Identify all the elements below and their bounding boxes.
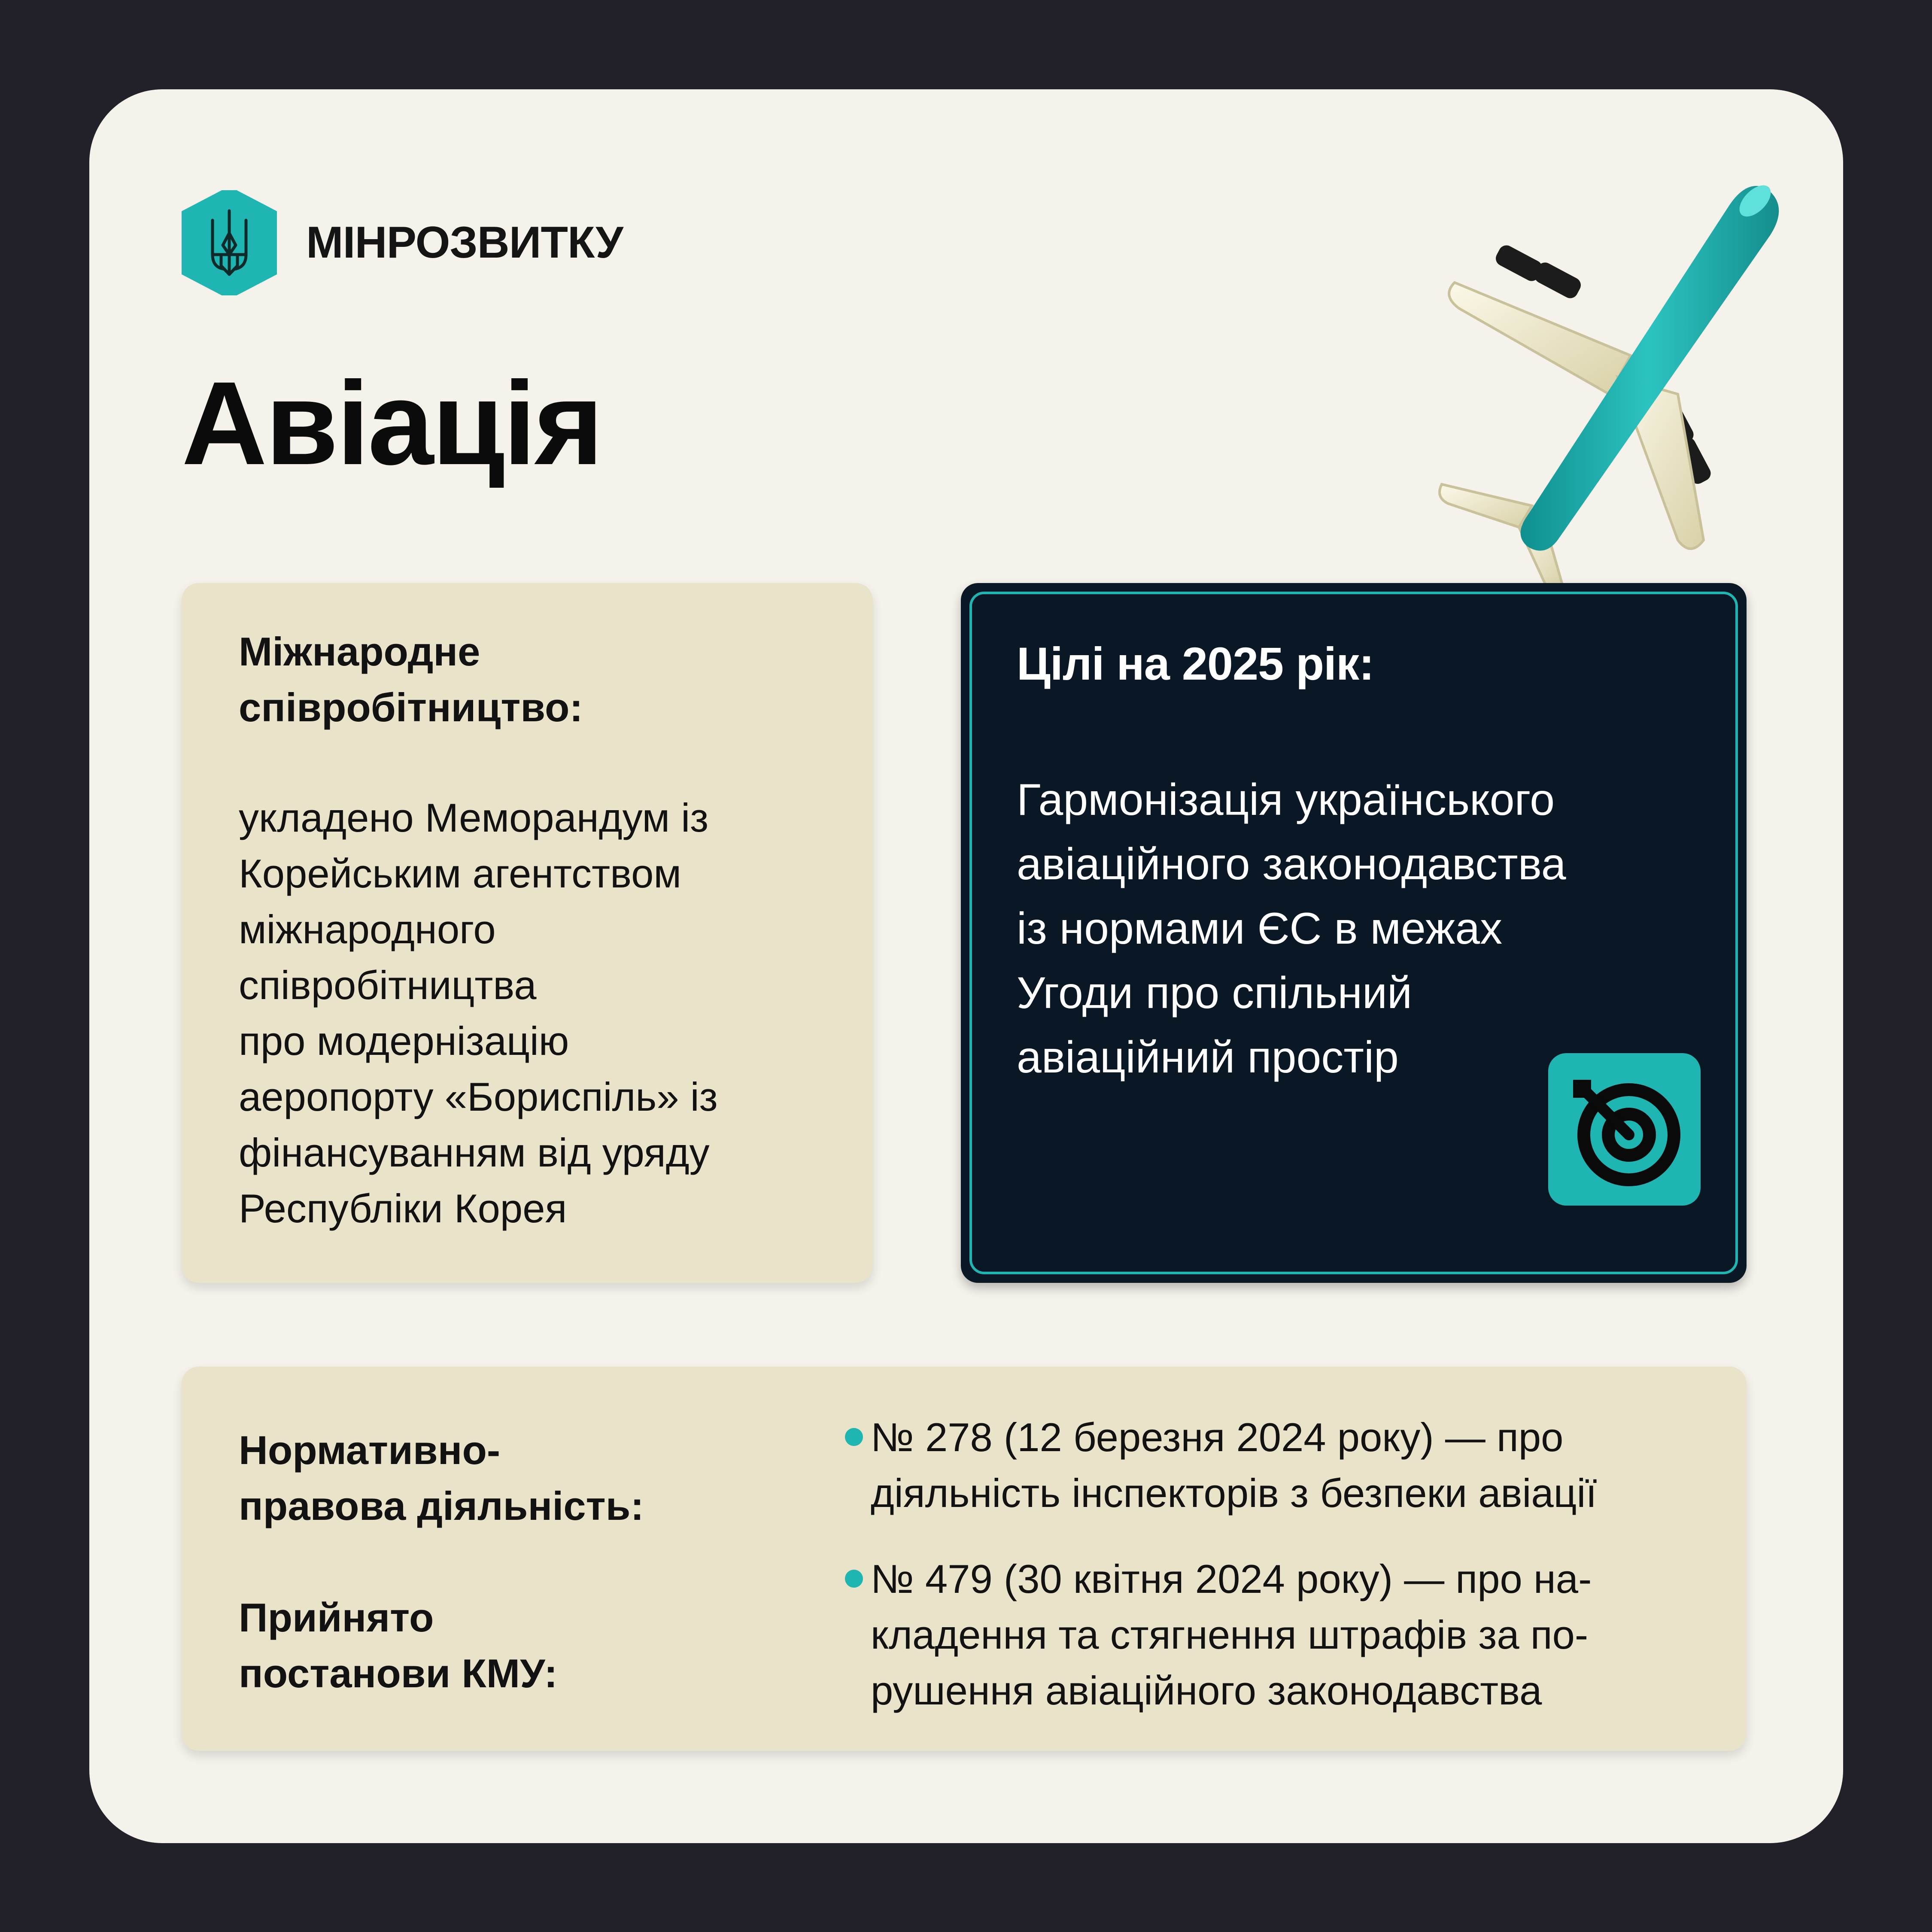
ministry-name: МІНРОЗВИТКУ: [306, 218, 623, 267]
heading-line: правова діяльність:: [239, 1483, 644, 1528]
item-line: діяльність інспекторів з безпеки авіації: [871, 1470, 1597, 1516]
content-card: [89, 89, 1843, 1843]
list-item: [845, 1410, 1725, 1521]
goals-body: [1017, 768, 1721, 1090]
body-line: про модернізацію: [239, 1018, 569, 1063]
trident-emblem-icon: [182, 190, 277, 295]
body-line: із нормами ЄС в межах: [1017, 904, 1503, 954]
goals-2025-panel: [961, 583, 1747, 1283]
international-body: [239, 790, 857, 1236]
body-line: Угоди про спільний: [1017, 968, 1413, 1018]
body-line: Гармонізація українського: [1017, 775, 1555, 825]
goals-heading: Цілі на 2025 рік:: [1017, 638, 1374, 690]
item-line: № 278 (12 березня 2024 року) — про: [871, 1415, 1564, 1460]
international-cooperation-panel: [182, 583, 873, 1283]
heading-line: Прийнято: [239, 1595, 434, 1640]
item-line: рушення авіаційного законодавства: [871, 1668, 1542, 1713]
body-line: авіаційний простір: [1017, 1033, 1399, 1082]
ministry-logo[interactable]: [182, 190, 623, 295]
body-line: укладено Меморандум із: [239, 795, 709, 840]
body-line: Корейським агентством: [239, 851, 681, 896]
heading-line: співробітництво:: [239, 685, 583, 730]
bullet-icon: [845, 1428, 863, 1446]
international-heading: [239, 624, 840, 735]
body-line: співробітництва: [239, 963, 537, 1008]
body-line: фінансуванням від уряду: [239, 1130, 710, 1175]
legal-heading: [239, 1422, 711, 1534]
body-line: аеропорту «Бориспіль» із: [239, 1074, 718, 1119]
body-line: Республіки Корея: [239, 1186, 567, 1231]
page-title: Авіація: [182, 357, 602, 489]
resolutions-heading: [239, 1590, 711, 1701]
target-icon: [1548, 1053, 1701, 1206]
body-line: міжнародного: [239, 907, 496, 952]
heading-line: постанови КМУ:: [239, 1651, 558, 1696]
legal-activity-panel: [182, 1367, 1747, 1751]
resolutions-list: [845, 1410, 1725, 1719]
airplane-illustration: [1377, 154, 1798, 587]
item-line: № 479 (30 квітня 2024 року) — про на-: [871, 1556, 1592, 1601]
heading-line: Міжнародне: [239, 629, 480, 674]
bullet-icon: [845, 1570, 863, 1588]
body-line: авіаційного законодавства: [1017, 839, 1566, 889]
heading-line: Нормативно-: [239, 1428, 501, 1473]
list-item: [845, 1551, 1725, 1719]
item-line: кладення та стягнення штрафів за по-: [871, 1612, 1589, 1657]
